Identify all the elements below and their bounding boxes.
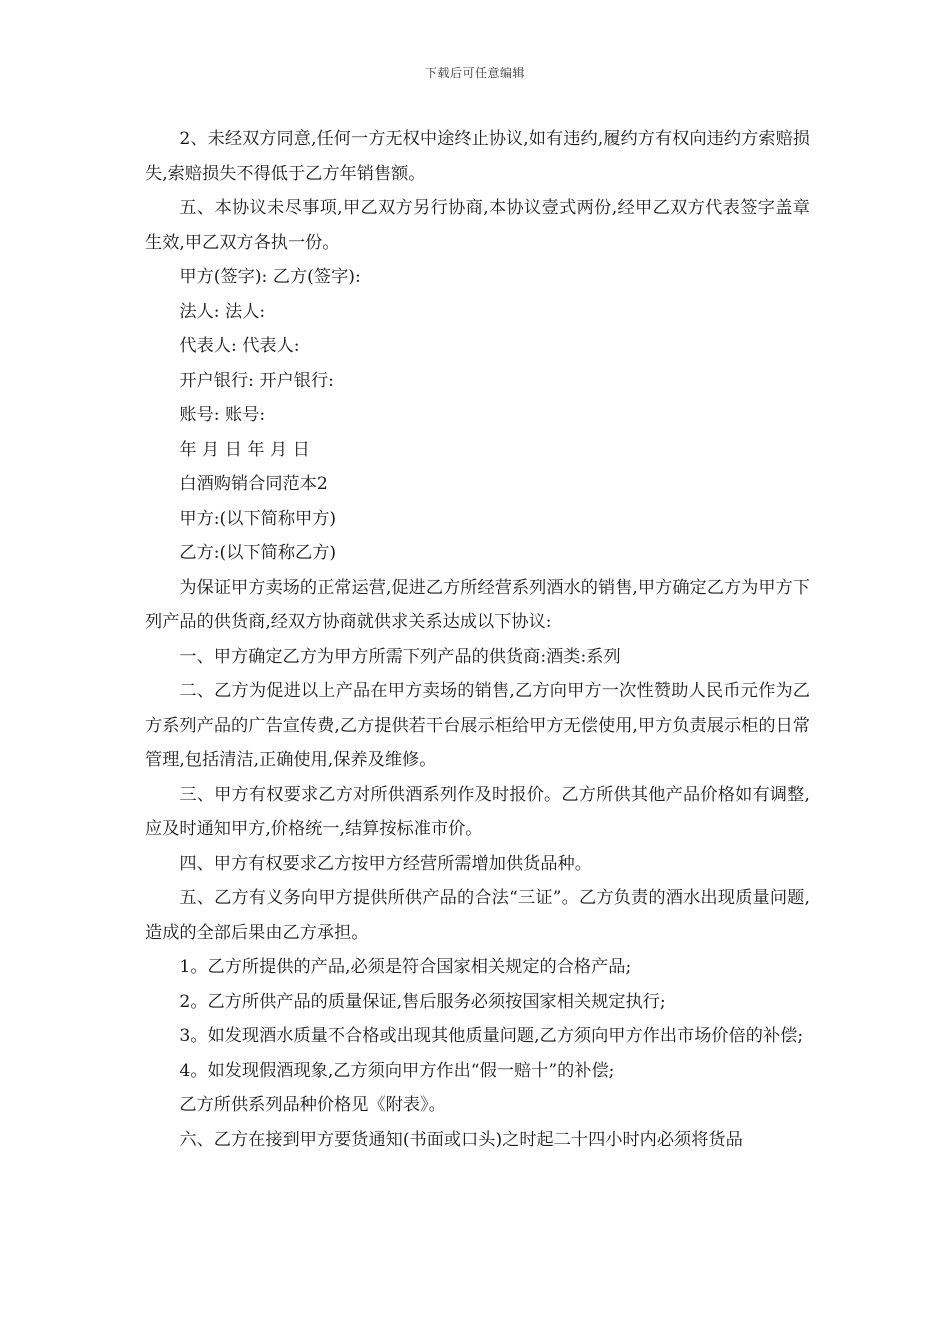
signature-line: 账号: 账号: <box>179 405 266 425</box>
party-line: 甲方:(以下简称甲方) <box>179 508 337 529</box>
clause: 一、甲方确定乙方为甲方所需下列产品的供货商:酒类:系列 <box>179 646 621 667</box>
document-body <box>145 122 810 1157</box>
signature-line: 甲方(签字): 乙方(签字): <box>179 267 361 287</box>
signature-line: 开户银行: 开户银行: <box>179 370 334 391</box>
sub-clause: 2。乙方所供产品的质量保证,售后服务必须按国家相关规定执行; <box>179 991 666 1012</box>
clause: 三、甲方有权要求乙方对所供酒系列作及时报价。乙方所供其他产品价格如有调整,应及时通知甲方,价格统一,结算按标准市价。 <box>145 784 810 839</box>
paragraph: 为保证甲方卖场的正常运营,促进乙方所经营系列酒水的销售,甲方确定乙方为甲方下列产品的供货商,经双方协商就供求关系达成以下协议: <box>145 577 810 632</box>
paragraph: 乙方所供系列品种价格见《附表》。 <box>179 1095 446 1115</box>
signature-line: 法人: 法人: <box>179 301 266 322</box>
clause: 四、甲方有权要求乙方按甲方经营所需增加供货品种。 <box>179 853 592 874</box>
page-header: 下载后可任意编辑 <box>424 66 525 80</box>
paragraph: 五、本协议未尽事项,甲乙双方另行协商,本协议壹式两份,经甲乙双方代表签字盖章生效,甲乙双方各执一份。 <box>145 198 810 253</box>
signature-line: 代表人: 代表人: <box>179 336 300 356</box>
clause: 二、乙方为促进以上产品在甲方卖场的销售,乙方向甲方一次性赞助人民币元作为乙方系列产品的广告宣传费,乙方提供若干台展示柜给甲方无偿使用,甲方负责展示柜的日常管理,包括清洁,正确使用,保养及维修。 <box>145 681 810 770</box>
clause: 五、乙方有义务向甲方提供所供产品的合法“三证”。乙方负责的酒水出现质量问题,造成的全部后果由乙方承担。 <box>145 888 810 943</box>
paragraph: 2、未经双方同意,任何一方无权中途终止协议,如有违约,履约方有权向违约方索赔损失,索赔损失不得低于乙方年销售额。 <box>145 129 810 184</box>
date-line: 年 月 日 年 月 日 <box>179 439 310 460</box>
clause: 六、乙方在接到甲方要货通知(书面或口头)之时起二十四小时内必须将货品 <box>179 1129 743 1150</box>
party-line: 乙方:(以下简称乙方) <box>179 543 337 563</box>
sub-clause: 4。如发现假酒现象,乙方须向甲方作出“假一赔十”的补偿; <box>179 1060 615 1081</box>
sub-clause: 1。乙方所提供的产品,必须是符合国家相关规定的合格产品; <box>179 957 632 977</box>
section-title: 白酒购销合同范本2 <box>179 474 328 494</box>
sub-clause: 3。如发现酒水质量不合格或出现其他质量问题,乙方须向甲方作出市场价倍的补偿; <box>179 1026 804 1046</box>
